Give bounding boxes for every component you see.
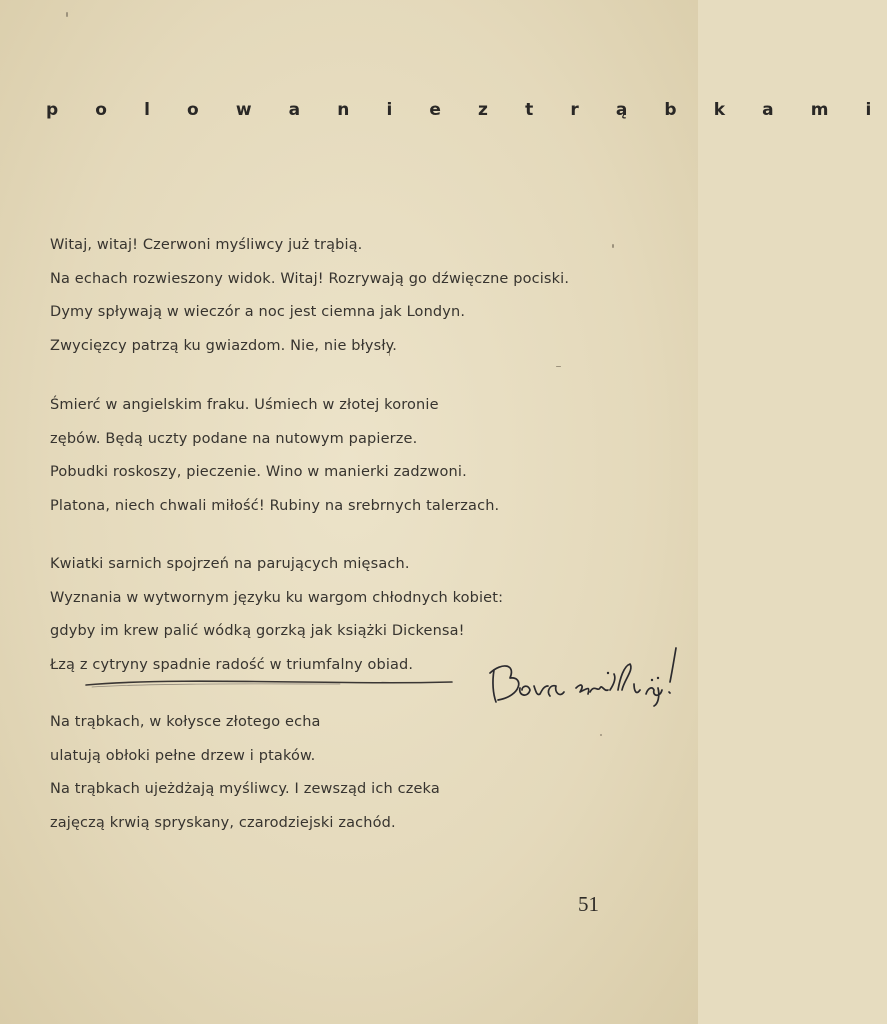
stanza-4 — [50, 706, 650, 840]
paper-speck — [66, 12, 68, 17]
stanza-2 — [50, 389, 650, 523]
stanza-1 — [50, 229, 650, 363]
paper-speck — [556, 366, 561, 367]
poem-line: Kwiatki sarnich spojrzeń na parujących mięsach. — [50, 556, 410, 572]
poem-line: Na echach rozwieszony widok. Witaj! Rozrywają go dźwięczne pociski. — [50, 270, 570, 287]
poem-line: Łzą z cytryny spadnie radość w triumfalny obiad. — [50, 656, 414, 673]
pencil-underline — [80, 674, 460, 690]
poem-line: Platona, niech chwali miłość! Rubiny na srebrnych talerzach. — [50, 497, 500, 514]
poem-line: Na trąbkach, w kołysce złotego echa — [50, 714, 321, 730]
handwritten-note-graphic — [484, 640, 684, 710]
poem-line: zębów. Będą uczty podane na nutowym papierze. — [50, 430, 418, 447]
poem-line: ulatują obłoki pełne drzew i ptaków. — [50, 747, 316, 764]
handwritten-annotation — [484, 640, 684, 714]
poem-line: Na trąbkach ujeżdżają myśliwcy. I zewsząd ich czeka — [50, 781, 440, 797]
poem-line: Witaj, witaj! Czerwoni myśliwcy już trąbią. — [50, 237, 363, 253]
poem-line: Zwycięzcy patrzą ku gwiazdom. Nie, nie błysły. — [50, 337, 398, 354]
poem-line: gdyby im krew palić wódką gorzką jak książki Dickensa! — [50, 623, 465, 639]
poem-line: Dymy spływają w wieczór a noc jest ciemna jak Londyn. — [50, 304, 466, 320]
poem-line: zajęczą krwią spryskany, czarodziejski zachód. — [50, 814, 396, 831]
poem-line: Pobudki roskoszy, pieczenie. Wino w manierki zadzwoni. — [50, 464, 467, 480]
poem-line: Śmierć w angielskim fraku. Uśmiech w złotej koronie — [50, 397, 439, 413]
poem-line: Wyznania w wytwornym języku ku wargom chłodnych kobiet: — [50, 589, 504, 606]
poem-title: p o l o w a n i e z t r ą b k a m i — [46, 100, 887, 120]
page-number: 51 — [578, 892, 599, 916]
